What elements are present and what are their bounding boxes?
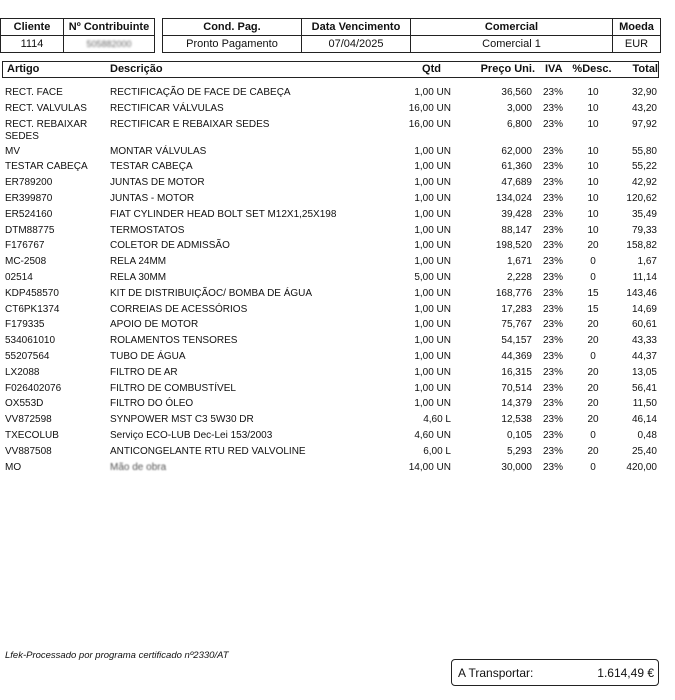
item-desconto: 0 xyxy=(590,350,596,362)
table-row xyxy=(0,303,675,319)
item-iva: 23% xyxy=(543,102,564,114)
item-total: 1,67 xyxy=(637,256,657,268)
item-artigo: RECT. REBAIXAR SEDES xyxy=(5,118,88,142)
table-row xyxy=(0,208,675,224)
item-iva: 23% xyxy=(543,192,564,204)
comercial-value: Comercial 1 xyxy=(411,36,613,53)
item-descricao: RECTIFICAR E REBAIXAR SEDES xyxy=(110,118,270,130)
item-iva: 23% xyxy=(543,240,564,252)
item-preco: 88,147 xyxy=(501,224,532,236)
item-preco: 16,315 xyxy=(501,366,532,378)
item-desconto: 10 xyxy=(587,177,599,189)
item-iva: 23% xyxy=(543,256,564,268)
item-total: 0,48 xyxy=(637,429,657,441)
item-desconto: 20 xyxy=(587,398,599,410)
item-artigo: 02514 xyxy=(5,271,33,283)
item-iva: 23% xyxy=(543,208,564,220)
item-total: 79,33 xyxy=(631,224,657,236)
item-total: 42,92 xyxy=(631,177,657,189)
item-desconto: 10 xyxy=(587,87,599,98)
item-qtd: 1,00 UN xyxy=(414,208,451,220)
item-iva: 23% xyxy=(543,87,564,98)
item-desconto: 20 xyxy=(587,319,599,331)
item-qtd: 1,00 UN xyxy=(414,177,451,189)
table-row xyxy=(0,429,675,445)
item-artigo: VV872598 xyxy=(5,414,52,426)
item-desconto: 20 xyxy=(587,335,599,347)
item-qtd: 14,00 UN xyxy=(408,461,451,473)
table-row xyxy=(0,287,675,303)
item-descricao: RELA 24MM xyxy=(110,256,167,268)
document-header xyxy=(0,18,661,53)
table-row xyxy=(0,255,675,271)
item-total: 420,00 xyxy=(626,461,657,473)
item-desconto: 10 xyxy=(587,161,599,173)
item-preco: 0,105 xyxy=(506,429,532,441)
moeda-label: Moeda xyxy=(613,19,661,36)
item-descricao: RELA 30MM xyxy=(110,271,167,283)
item-iva: 23% xyxy=(543,145,564,157)
item-artigo: 55207564 xyxy=(5,350,50,362)
cliente-label: Cliente xyxy=(1,19,64,36)
item-artigo: ER399870 xyxy=(5,192,53,204)
item-qtd: 16,00 UN xyxy=(408,102,451,114)
item-preco: 36,560 xyxy=(501,87,532,98)
item-iva: 23% xyxy=(543,303,564,315)
item-total: 60,61 xyxy=(631,319,657,331)
item-preco: 134,024 xyxy=(495,192,532,204)
table-row xyxy=(0,160,675,176)
cond-pag-label: Cond. Pag. xyxy=(163,19,302,36)
item-total: 35,49 xyxy=(631,208,657,220)
item-preco: 39,428 xyxy=(501,208,532,220)
item-artigo: DTM88775 xyxy=(5,224,55,236)
transport-box xyxy=(451,659,659,686)
item-qtd: 1,00 UN xyxy=(414,398,451,410)
cliente-value: 1114 xyxy=(1,36,64,53)
item-desconto: 0 xyxy=(590,429,596,441)
item-desconto: 10 xyxy=(587,208,599,220)
item-total: 158,82 xyxy=(626,240,657,252)
table-row xyxy=(0,118,675,145)
vencimento-label: Data Vencimento xyxy=(302,19,411,36)
items-list xyxy=(0,86,675,476)
item-descricao: COLETOR DE ADMISSÃO xyxy=(110,240,230,252)
item-preco: 70,514 xyxy=(501,382,532,394)
col-descricao: Descrição xyxy=(110,63,163,75)
item-preco: 198,520 xyxy=(495,240,532,252)
item-iva: 23% xyxy=(543,398,564,410)
item-artigo: KDP458570 xyxy=(5,287,59,299)
item-total: 55,22 xyxy=(631,161,657,173)
item-desconto: 20 xyxy=(587,445,599,457)
moeda-value: EUR xyxy=(613,36,661,53)
item-qtd: 1,00 UN xyxy=(414,224,451,236)
table-row xyxy=(0,397,675,413)
item-iva: 23% xyxy=(543,335,564,347)
item-iva: 23% xyxy=(543,177,564,189)
table-row xyxy=(0,318,675,334)
item-descricao: FILTRO DE COMBUSTÍVEL xyxy=(110,382,236,394)
item-preco: 2,228 xyxy=(506,271,532,283)
item-descricao: FILTRO DE AR xyxy=(110,366,178,378)
item-iva: 23% xyxy=(543,224,564,236)
col-artigo: Artigo xyxy=(7,63,40,75)
certification-note: Lfek-Processado por programa certificado nº2330/AT xyxy=(5,650,229,661)
table-row xyxy=(0,334,675,350)
item-total: 13,05 xyxy=(631,366,657,378)
item-descricao: TUBO DE ÁGUA xyxy=(110,350,186,362)
item-qtd: 1,00 UN xyxy=(414,335,451,347)
transport-label: A Transportar: xyxy=(458,666,534,680)
item-total: 56,41 xyxy=(631,382,657,394)
item-desconto: 20 xyxy=(587,366,599,378)
item-artigo: F179335 xyxy=(5,319,45,331)
item-total: 32,90 xyxy=(631,87,657,98)
item-descricao: CORREIAS DE ACESSÓRIOS xyxy=(110,303,248,315)
item-total: 43,20 xyxy=(631,102,657,114)
item-qtd: 1,00 UN xyxy=(414,366,451,378)
item-preco: 1,671 xyxy=(506,256,532,268)
item-preco: 6,800 xyxy=(506,118,532,130)
item-total: 11,14 xyxy=(632,271,657,283)
item-desconto: 20 xyxy=(587,382,599,394)
item-iva: 23% xyxy=(543,118,564,130)
item-qtd: 1,00 UN xyxy=(414,192,451,204)
item-descricao: SYNPOWER MST C3 5W30 DR xyxy=(110,414,254,426)
col-qtd: Qtd xyxy=(422,63,441,75)
item-preco: 44,369 xyxy=(501,350,532,362)
item-descricao: JUNTAS DE MOTOR xyxy=(110,177,205,189)
item-qtd: 1,00 UN xyxy=(414,287,451,299)
item-desconto: 10 xyxy=(587,118,599,130)
item-qtd: 1,00 UN xyxy=(414,350,451,362)
item-preco: 17,283 xyxy=(501,303,532,315)
items-column-header xyxy=(2,61,659,78)
table-row xyxy=(0,192,675,208)
item-qtd: 1,00 UN xyxy=(414,303,451,315)
item-total: 55,80 xyxy=(631,145,657,157)
table-row xyxy=(0,382,675,398)
item-artigo: MV xyxy=(5,145,20,157)
table-row xyxy=(0,145,675,161)
item-iva: 23% xyxy=(543,350,564,362)
table-row xyxy=(0,176,675,192)
item-artigo: F176767 xyxy=(5,240,45,252)
item-preco: 14,379 xyxy=(501,398,532,410)
item-artigo: ER524160 xyxy=(5,208,53,220)
item-qtd: 5,00 UN xyxy=(414,271,451,283)
item-total: 97,92 xyxy=(631,118,657,130)
item-desconto: 15 xyxy=(587,287,599,299)
item-descricao: TERMOSTATOS xyxy=(110,224,185,236)
contribuinte-label: Nº Contribuinte xyxy=(64,19,155,36)
contribuinte-number: 505882000 xyxy=(86,39,132,49)
table-row xyxy=(0,86,675,102)
item-qtd: 1,00 UN xyxy=(414,161,451,173)
item-desconto: 20 xyxy=(587,414,599,426)
item-descricao: ROLAMENTOS TENSORES xyxy=(110,335,238,347)
table-row xyxy=(0,413,675,429)
item-qtd: 1,00 UN xyxy=(414,319,451,331)
item-total: 120,62 xyxy=(626,192,657,204)
cond-pag-value: Pronto Pagamento xyxy=(163,36,302,53)
table-row xyxy=(0,224,675,240)
item-desconto: 10 xyxy=(587,224,599,236)
col-preco: Preço Uni. xyxy=(480,63,535,75)
item-artigo: LX2088 xyxy=(5,366,40,378)
item-total: 14,69 xyxy=(631,303,657,315)
item-preco: 47,689 xyxy=(501,177,532,189)
item-descricao: FILTRO DO ÓLEO xyxy=(110,398,194,410)
item-descricao: FIAT CYLINDER HEAD BOLT SET M12X1,25X198 xyxy=(110,208,337,220)
item-artigo: MO xyxy=(5,461,22,473)
item-qtd: 4,60 L xyxy=(423,414,451,426)
vencimento-value: 07/04/2025 xyxy=(302,36,411,53)
item-qtd: 4,60 UN xyxy=(414,429,451,441)
item-preco: 5,293 xyxy=(506,445,532,457)
item-iva: 23% xyxy=(543,414,564,426)
item-descricao: ANTICONGELANTE RTU RED VALVOLINE xyxy=(110,445,306,457)
comercial-label: Comercial xyxy=(411,19,613,36)
table-row xyxy=(0,461,675,477)
item-descricao: MONTAR VÁLVULAS xyxy=(110,145,207,157)
item-qtd: 16,00 UN xyxy=(408,118,451,130)
contribuinte-value xyxy=(64,36,155,53)
item-preco: 61,360 xyxy=(501,161,532,173)
item-iva: 23% xyxy=(543,319,564,331)
item-preco: 62,000 xyxy=(501,145,532,157)
col-iva: IVA xyxy=(545,63,563,75)
item-preco: 12,538 xyxy=(501,414,532,426)
item-desconto: 0 xyxy=(590,256,596,268)
item-preco: 30,000 xyxy=(501,461,532,473)
item-desconto: 15 xyxy=(587,303,599,315)
table-row xyxy=(0,102,675,118)
item-descricao: JUNTAS - MOTOR xyxy=(110,192,195,204)
item-desconto: 20 xyxy=(587,240,599,252)
item-preco: 3,000 xyxy=(506,102,532,114)
item-iva: 23% xyxy=(543,287,564,299)
item-qtd: 1,00 UN xyxy=(414,256,451,268)
item-descricao: TESTAR CABEÇA xyxy=(110,161,193,173)
item-qtd: 6,00 L xyxy=(423,445,451,457)
item-desconto: 10 xyxy=(587,192,599,204)
item-iva: 23% xyxy=(543,271,564,283)
item-artigo: MC-2508 xyxy=(5,256,47,268)
transport-value: 1.614,49 € xyxy=(597,666,654,680)
item-artigo: F026402076 xyxy=(5,382,62,394)
item-total: 44,37 xyxy=(631,350,657,362)
item-desconto: 0 xyxy=(590,461,596,473)
item-preco: 75,767 xyxy=(501,319,532,331)
item-descricao: Serviço ECO-LUB Dec-Lei 153/2003 xyxy=(110,429,273,441)
item-artigo: VV887508 xyxy=(5,445,52,457)
item-descricao: RECTIFICAR VÁLVULAS xyxy=(110,102,224,114)
item-artigo: ER789200 xyxy=(5,177,53,189)
item-iva: 23% xyxy=(543,382,564,394)
item-descricao: KIT DE DISTRIBUIÇÃOC/ BOMBA DE ÁGUA xyxy=(110,287,313,299)
table-row xyxy=(0,366,675,382)
item-desconto: 10 xyxy=(587,102,599,114)
item-total: 11,50 xyxy=(632,398,657,410)
item-qtd: 1,00 UN xyxy=(414,145,451,157)
col-desconto: %Desc. xyxy=(572,63,612,75)
item-descricao: Mão de obra xyxy=(110,461,167,473)
item-total: 46,14 xyxy=(631,414,657,426)
item-artigo: CT6PK1374 xyxy=(5,303,60,315)
item-total: 43,33 xyxy=(631,335,657,347)
item-desconto: 0 xyxy=(590,271,596,283)
item-qtd: 1,00 UN xyxy=(414,240,451,252)
item-artigo: RECT. VALVULAS xyxy=(5,102,87,114)
item-artigo: TXECOLUB xyxy=(5,429,59,441)
table-row xyxy=(0,271,675,287)
item-artigo: TESTAR CABEÇA xyxy=(5,161,88,173)
item-descricao: APOIO DE MOTOR xyxy=(110,319,199,331)
table-row xyxy=(0,350,675,366)
item-artigo: RECT. FACE xyxy=(5,87,63,98)
item-descricao: RECTIFICAÇÃO DE FACE DE CABEÇA xyxy=(110,87,291,98)
table-row xyxy=(0,445,675,461)
item-iva: 23% xyxy=(543,161,564,173)
item-qtd: 1,00 UN xyxy=(414,87,451,98)
item-preco: 54,157 xyxy=(501,335,532,347)
item-iva: 23% xyxy=(543,461,564,473)
item-total: 25,40 xyxy=(631,445,657,457)
item-desconto: 10 xyxy=(587,145,599,157)
item-artigo: OX553D xyxy=(5,398,44,410)
table-row xyxy=(0,239,675,255)
item-iva: 23% xyxy=(543,366,564,378)
item-artigo: 534061010 xyxy=(5,335,56,347)
item-preco: 168,776 xyxy=(495,287,532,299)
item-qtd: 1,00 UN xyxy=(414,382,451,394)
col-total: Total xyxy=(632,63,658,75)
item-iva: 23% xyxy=(543,429,564,441)
item-iva: 23% xyxy=(543,445,564,457)
item-total: 143,46 xyxy=(626,287,657,299)
